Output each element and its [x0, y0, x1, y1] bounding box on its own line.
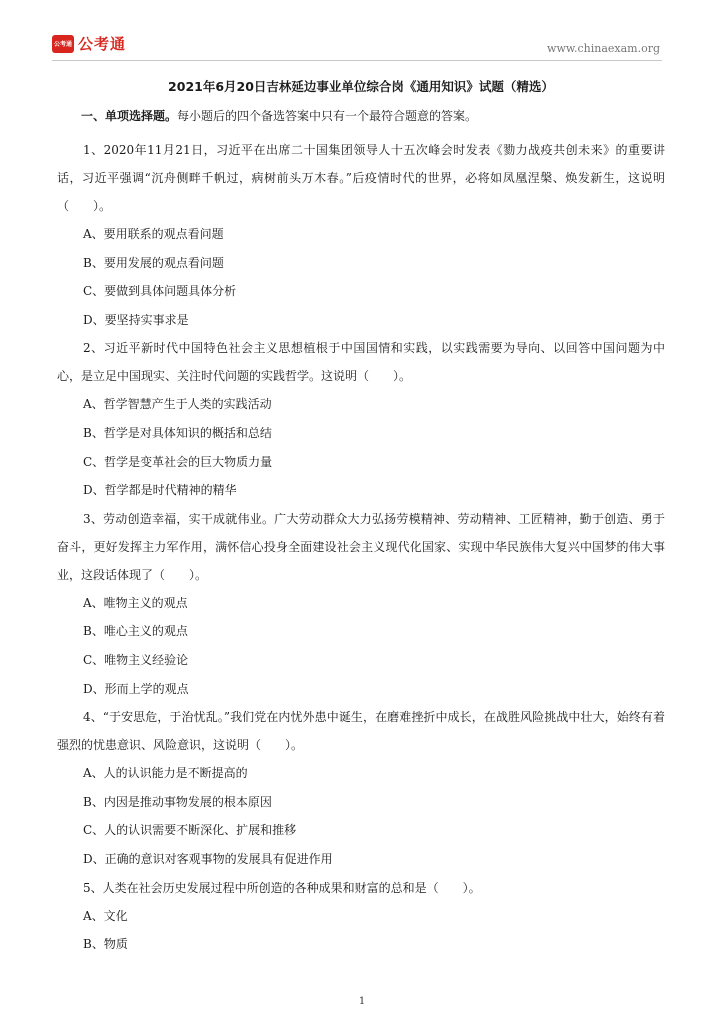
option-a: A、唯物主义的观点: [83, 595, 188, 610]
section-instruction: 每小题后的四个备选答案中只有一个最符合题意的答案。: [177, 109, 478, 123]
option-d: D、正确的意识对客观事物的发展具有促进作用: [83, 851, 333, 866]
document-title: 2021年6月20日吉林延边事业单位综合岗《通用知识》试题（精选）: [168, 79, 554, 94]
option-b: B、哲学是对具体知识的概括和总结: [83, 425, 272, 440]
option-a: A、人的认识能力是不断提高的: [83, 766, 248, 781]
option-c: C、哲学是变革社会的巨大物质力量: [83, 454, 273, 469]
document-body: [57, 78, 665, 959]
question-stem: 3、劳动创造幸福，实干成就伟业。广大劳动群众大力弘扬劳模精神、劳动精神、工匠精神，勤于创造、勇于奋斗，更好发挥主力军作用，满怀信心投身全面建设社会主义现代化国家、实现中华民族伟大复兴中国梦的伟大事业，这段话体现了（ ）。: [57, 511, 665, 582]
section-heading: 一、单项选择题。: [81, 109, 178, 123]
option-c: C、唯物主义经验论: [83, 652, 189, 667]
question-4: [57, 703, 665, 873]
option-d: D、要坚持实事求是: [83, 312, 189, 327]
question-stem: 2、习近平新时代中国特色社会主义思想植根于中国国情和实践，以实践需要为导向、以回答中国问题为中心，是立足中国现实、关注时代问题的实践哲学。这说明（ ）。: [57, 341, 665, 384]
question-stem: 1、2020年11月21日，习近平在出席二十国集团领导人十五次峰会时发表《勠力战疫共创未来》的重要讲话，习近平强调“沉舟侧畔千帆过，病树前头万木春。”后疫情时代的世界，必将如凤凰涅槃、焕发新生，这说明（ ）。: [57, 143, 665, 213]
question-5: [57, 874, 665, 959]
option-c: C、人的认识需要不断深化、扩展和推移: [83, 823, 297, 838]
option-a: A、要用联系的观点看问题: [83, 227, 224, 241]
page-header: [0, 0, 724, 62]
question-2: [57, 334, 665, 504]
option-a: A、哲学智慧产生于人类的实践活动: [83, 397, 272, 412]
question-stem: 4、“于安思危，于治忧乱。”我们党在内忧外患中诞生，在磨难挫折中成长，在战胜风险挑战中壮大，始终有着强烈的忧患意识、风险意识，这说明（ ）。: [57, 710, 665, 753]
question-3: [57, 505, 665, 703]
option-b: B、唯心主义的观点: [83, 624, 188, 639]
option-d: D、哲学都是时代精神的精华: [83, 483, 237, 498]
option-d: D、形而上学的观点: [83, 681, 189, 696]
site-logo[interactable]: [52, 33, 126, 54]
section-intro: [57, 107, 665, 125]
option-c: C、要做到具体问题具体分析: [83, 284, 237, 299]
option-b: B、物质: [83, 937, 128, 952]
logo-text: 公考通: [78, 35, 127, 53]
option-a: A、文化: [83, 908, 128, 923]
page-number: 1: [358, 996, 366, 1007]
option-b: B、要用发展的观点看问题: [83, 255, 224, 270]
question-1: [57, 136, 665, 334]
header-divider: [52, 60, 662, 61]
question-stem: 5、人类在社会历史发展过程中所创造的各种成果和财富的总和是（ ）。: [83, 880, 481, 895]
option-b: B、内因是推动事物发展的根本原因: [83, 794, 272, 809]
logo-badge-icon: 公考通: [52, 35, 74, 53]
site-url[interactable]: www.chinaexam.org: [547, 42, 660, 55]
